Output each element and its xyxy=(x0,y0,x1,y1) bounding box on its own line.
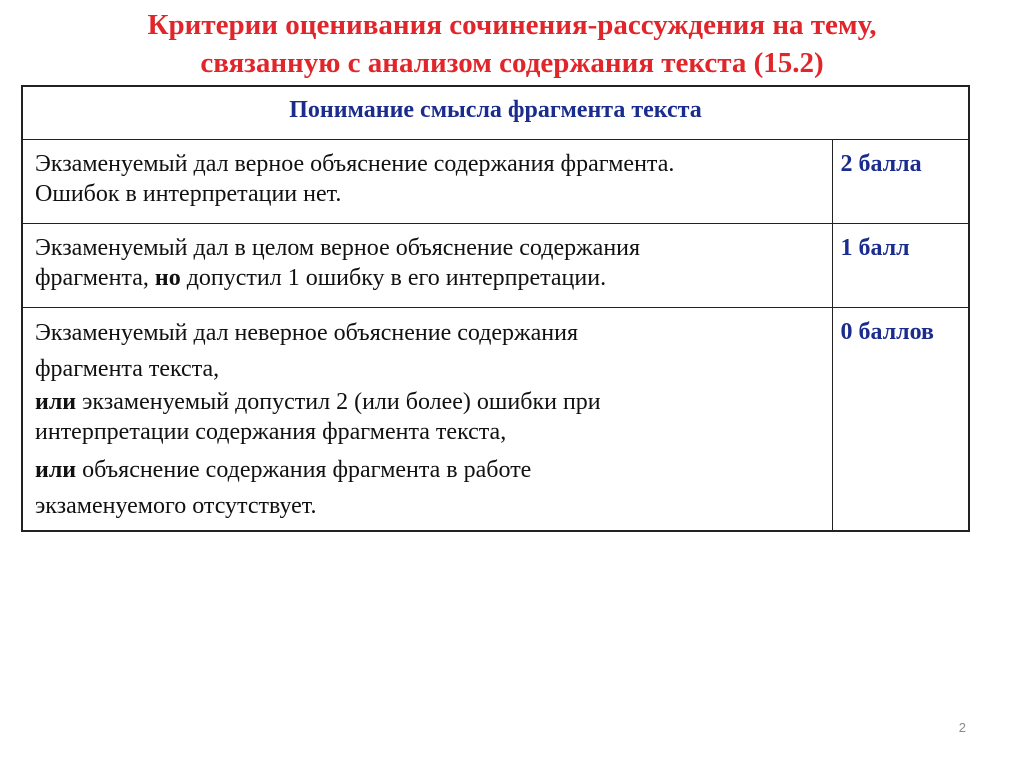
criterion-text: Экзаменуемый дал в целом верное объяснение содержания xyxy=(35,235,641,261)
criterion-score: 1 балл xyxy=(832,224,969,308)
criterion-description xyxy=(22,140,832,224)
criterion-description xyxy=(22,308,832,532)
criterion-text: экзаменуемого отсутствует. xyxy=(35,493,317,519)
table-header-row xyxy=(22,86,969,140)
criterion-keyword: или xyxy=(35,457,77,483)
criteria-table xyxy=(21,85,970,532)
criterion-text: Ошибок в интерпретации нет. xyxy=(35,181,342,207)
criterion-keyword: или xyxy=(35,389,77,415)
criterion-text: фрагмента текста, xyxy=(35,356,220,382)
page-number: 2 xyxy=(958,720,966,735)
criterion-score: 2 балла xyxy=(832,140,969,224)
criterion-text: объяснение содержания фрагмента в работе xyxy=(76,457,532,483)
criterion-text: экзаменуемый допустил 2 (или более) ошибки при xyxy=(76,389,601,415)
slide-title xyxy=(0,6,1024,82)
table-header: Понимание смысла фрагмента текста xyxy=(22,86,969,140)
slide-title-line-1: Критерии оценивания сочинения-рассуждения на тему, xyxy=(147,9,877,41)
criterion-score: 0 баллов xyxy=(832,308,969,532)
table-row xyxy=(22,224,969,308)
criterion-keyword: но xyxy=(154,265,181,291)
criterion-text: допустил 1 ошибку в его интерпретации. xyxy=(180,265,607,291)
table-row xyxy=(22,308,969,532)
criterion-text: Экзаменуемый дал неверное объяснение содержания xyxy=(35,320,579,346)
criterion-text: интерпретации содержания фрагмента текста, xyxy=(35,419,507,445)
criterion-text: фрагмента, xyxy=(35,265,155,291)
criterion-text: Экзаменуемый дал верное объяснение содержания фрагмента. xyxy=(35,151,675,177)
criterion-text-group xyxy=(35,387,822,447)
slide-title-line-2: связанную с анализом содержания текста (15.2) xyxy=(200,47,824,79)
criterion-description xyxy=(22,224,832,308)
criterion-text-group xyxy=(35,452,822,488)
table-row xyxy=(22,140,969,224)
